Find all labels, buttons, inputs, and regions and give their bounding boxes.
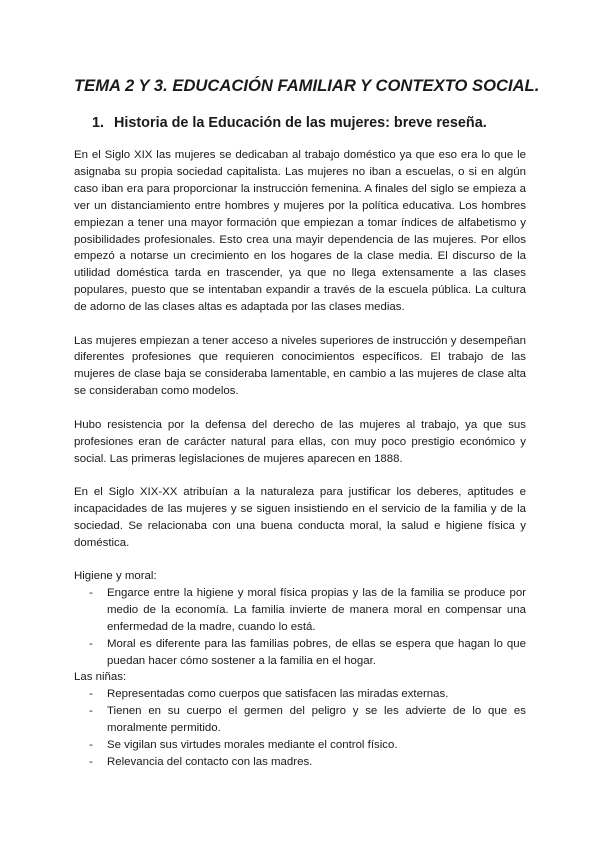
dash-bullet: -: [89, 637, 93, 650]
list-item: [74, 703, 526, 737]
section-heading-text: Historia de la Educación de las mujeres: breve reseña.: [114, 115, 487, 131]
paragraph-siglo-xix-xx: En el Siglo XIX-XX atribuían a la naturaleza para justificar los deberes, aptitudes e incapacidades de las mujeres y se siguen insistiendo en el servicio de la familia y de la sociedad. Se relacionaba con una buena conducta moral, la salud e higiene física y doméstica.: [74, 485, 526, 549]
list-label-ninas: Las niñas:: [74, 671, 127, 684]
document-body: [74, 147, 526, 771]
list-item-text: Representadas como cuerpos que satisfacen las miradas externas.: [107, 688, 449, 701]
list-item-text: Engarce entre la higiene y moral física propias y las de la familia se produce por medio de la economía. La familia invierte de manera moral en compensar una enfermedad de la madre, cuando lo está.: [107, 586, 526, 633]
paragraph-acceso-instruccion: Las mujeres empiezan a tener acceso a niveles superiores de instrucción y desempeñan diferentes profesiones que requieren conocimientos específicos. El trabajo de las mujeres de clase baja se consideraba lamentable, en cambio a las mujeres de clase alta se consideraban como modelos.: [74, 334, 526, 398]
list-item-text: Tienen en su cuerpo el germen del peligro y se les advierte de lo que es moralmente permitido.: [107, 705, 526, 735]
list-item-text: Se vigilan sus virtudes morales mediante el control físico.: [107, 739, 398, 752]
list-item: [74, 737, 526, 754]
list-higiene-moral: [74, 585, 526, 670]
section-number: 1.: [92, 115, 105, 131]
list-label-higiene: Higiene y moral:: [74, 570, 157, 583]
section-heading: [92, 115, 552, 131]
paragraph-resistencia: Hubo resistencia por la defensa del derecho de las mujeres al trabajo, ya que sus profesiones eran de carácter natural para ellas, con muy poco prestigio económico y social. Las primeras legislaciones de mujeres aparecen en 1888.: [74, 418, 526, 465]
list-ninas: [74, 686, 526, 771]
dash-bullet: -: [89, 739, 93, 752]
list-item: [74, 754, 526, 771]
list-item-text: Moral es diferente para las familias pobres, de ellas se espera que hagan lo que puedan hacer cómo sostener a la familia en el hogar.: [107, 637, 526, 667]
dash-bullet: -: [89, 688, 93, 701]
list-item: [74, 585, 526, 636]
dash-bullet: -: [89, 705, 93, 718]
list-item-text: Relevancia del contacto con las madres.: [107, 756, 313, 768]
list-item: [74, 636, 526, 670]
list-item: [74, 686, 526, 703]
document-title: TEMA 2 Y 3. EDUCACIÓN FAMILIAR Y CONTEXTO SOCIAL.: [74, 76, 540, 95]
dash-bullet: -: [89, 756, 93, 768]
paragraph-siglo-xix: En el Siglo XIX las mujeres se dedicaban al trabajo doméstico ya que eso era lo que le asignaba su propia sociedad capitalista. Las mujeres no iban a escuelas, o si en algún caso iban era para proporcionar la instrucción femenina. A finales del siglo se empieza a ver un distanciamiento entre hombres y mujeres por la política educativa. Los hombres empiezan a tener una mayor formación que empiezan a tomar índices de alfabetismo y posibilidades profesionales. Esto crea una mayir dependencia de las mujeres. Por ellos empezó a notarse un crecimiento en los hogares de la clase media. El discurso de la utilidad doméstica tarda en trascender, ya que no llega extensamente a las clases populares, puesto que se intentaban expandir a través de la escuela pública. La cultura de adorno de las clases altas es adaptada por las clases medias.: [74, 149, 526, 314]
dash-bullet: -: [89, 586, 93, 599]
